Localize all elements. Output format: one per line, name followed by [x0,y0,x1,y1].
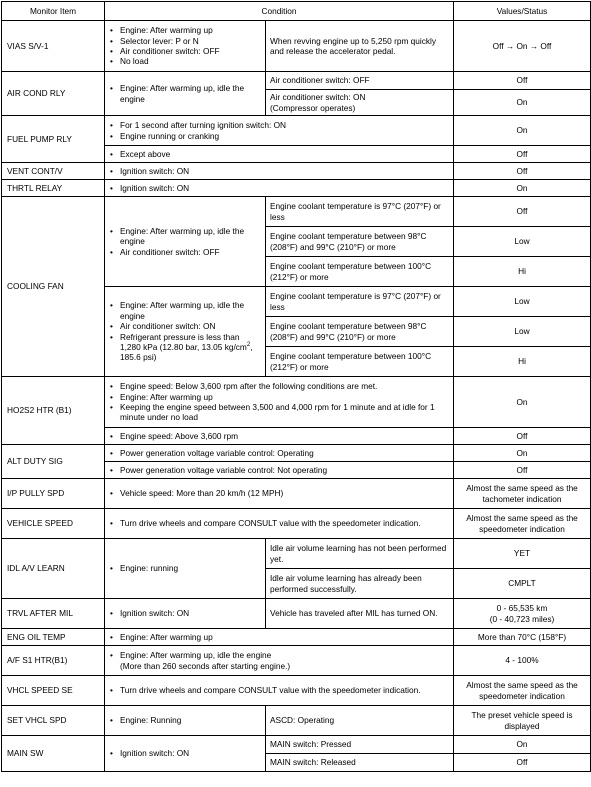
condition-cell [105,646,454,676]
value-line: (0 - 40,723 miles) [489,613,555,624]
value-status: On [454,377,591,428]
condition-cell [105,479,454,509]
condition-bullet: • Engine: After warming up [109,25,261,35]
value-status: YET [454,539,591,569]
condition-cell [105,428,454,445]
condition-bullet: • Ignition switch: ON [109,166,449,176]
value-status: On [454,180,591,197]
table-row [2,116,591,146]
value-status: Low [454,317,591,347]
condition-bullet: • No load [109,56,261,66]
sub-condition: MAIN switch: Pressed [266,736,454,754]
value-status: Hi [454,347,591,377]
condition-cell [105,599,266,629]
condition-cell [105,539,266,599]
sub-condition: MAIN switch: Released [266,754,454,772]
condition-bullet: • Turn drive wheels and compare CONSULT value with the speedometer indication. [109,518,449,528]
condition-cell [105,445,454,462]
sub-condition: Air conditioner switch: OFF [266,72,454,90]
condition-bullet: • Engine: After warming up, idle the engine [109,83,261,104]
condition-bullet: • Air conditioner switch: ON [109,321,261,331]
sub-condition: ASCD: Operating [266,706,454,736]
header-values-status: Values/Status [454,2,591,21]
monitor-table [1,1,591,772]
condition-bullet: • Keeping the engine speed between 3,500 and 4,000 rpm for 1 minute and at idle for 1 minute under no load [109,402,449,423]
value-status: Off [454,754,591,772]
value-line: 0 - 65,535 km [496,603,548,614]
condition-bullet [109,332,261,363]
value-status: Almost the same speed as the tachometer indication [454,479,591,509]
sub-condition: Engine coolant temperature between 98°C (208°F) and 99°C (210°F) or more [266,227,454,257]
monitor-item: COOLING FAN [2,197,105,377]
sub-condition: Engine coolant temperature between 98°C (208°F) and 99°C (210°F) or more [266,317,454,347]
table-row [2,599,591,629]
sub-condition: Engine coolant temperature between 100°C (212°F) or more [266,257,454,287]
condition-cell [105,163,454,180]
condition-bullet: • Ignition switch: ON [109,748,261,758]
sub-condition-line: (Compressor operates) [270,102,356,113]
table-row [2,479,591,509]
condition-cell [105,509,454,539]
condition-cell [105,21,266,72]
monitor-item: VIAS S/V-1 [2,21,105,72]
condition-cell [105,287,266,377]
value-status: Off [454,197,591,227]
condition-cell [105,197,266,287]
sub-condition: Engine coolant temperature between 100°C (212°F) or more [266,347,454,377]
table-row [2,72,591,90]
value-status: More than 70°C (158°F) [454,629,591,646]
value-status: Off → On → Off [454,21,591,72]
condition-cell [105,629,454,646]
monitor-item: HO2S2 HTR (B1) [2,377,105,445]
table-row [2,646,591,676]
sub-condition: Idle air volume learning has already been performed successfully. [266,569,454,599]
condition-cell [105,180,454,197]
sub-condition-line: Air conditioner switch: ON [270,92,366,103]
condition-cell [105,462,454,479]
monitor-item: FUEL PUMP RLY [2,116,105,163]
monitor-item: ALT DUTY SIG [2,445,105,479]
monitor-item: SET VHCL SPD [2,706,105,736]
condition-bullet: • Engine: After warming up [109,392,449,402]
condition-cell [105,146,454,163]
condition-text: (More than 260 seconds after starting engine.) [120,660,291,671]
table-row [2,629,591,646]
monitor-item: THRTL RELAY [2,180,105,197]
sub-condition: Engine coolant temperature is 97°C (207°F) or less [266,197,454,227]
value-status: Off [454,163,591,180]
monitor-item: TRVL AFTER MIL [2,599,105,629]
value-status: Almost the same speed as the speedometer indication [454,509,591,539]
table-row [2,509,591,539]
monitor-item: ENG OIL TEMP [2,629,105,646]
monitor-item: VHCL SPEED SE [2,676,105,706]
value-status: On [454,445,591,462]
sub-condition: Vehicle has traveled after MIL has turned ON. [266,599,454,629]
condition-bullet: • Engine: After warming up, idle the engine [109,300,261,321]
table-row [2,676,591,706]
table-row [2,21,591,72]
value-status: On [454,116,591,146]
condition-cell [105,377,454,428]
value-status: Off [454,146,591,163]
value-status: Hi [454,257,591,287]
value-status: The preset vehicle speed is displayed [454,706,591,736]
condition-bullet: • Power generation voltage variable control: Operating [109,448,449,458]
condition-text: Refrigerant pressure is less than 1,280 kPa (12.80 bar, 13.05 kg/ [120,331,240,352]
condition-bullet: • Engine running or cranking [109,131,449,141]
value-status: Low [454,227,591,257]
table-row [2,163,591,180]
condition-bullet: • Vehicle speed: More than 20 km/h (12 MPH) [109,488,449,498]
condition-bullet: • Engine: running [109,563,261,573]
condition-bullet: • Engine: After warming up, idle the engine [109,226,261,247]
condition-bullet: • Power generation voltage variable control: Not operating [109,465,449,475]
condition-cell [105,706,266,736]
condition-superscript: 2 [246,342,251,349]
table-row [2,445,591,462]
table-row [2,180,591,197]
condition-bullet: • Engine: After warming up [109,632,449,642]
condition-bullet: • Engine speed: Below 3,600 rpm after the following conditions are met. [109,381,449,391]
table-row [2,539,591,569]
condition-cell [105,72,266,116]
value-status: Off [454,428,591,445]
sub-condition: Idle air volume learning has not been performed yet. [266,539,454,569]
condition-bullet: • Air conditioner switch: OFF [109,247,261,257]
condition-bullet: • Turn drive wheels and compare CONSULT value with the speedometer indication. [109,685,449,695]
table-row [2,706,591,736]
condition-bullet: • Ignition switch: ON [109,608,261,618]
header-row [2,2,591,21]
sub-condition [266,90,454,116]
monitor-item: IDL A/V LEARN [2,539,105,599]
condition-cell [105,736,266,772]
value-status: Low [454,287,591,317]
table-row [2,377,591,428]
sub-condition: When revving engine up to 5,250 rpm quickly and release the accelerator pedal. [266,21,454,72]
monitor-item: VENT CONT/V [2,163,105,180]
header-condition: Condition [105,2,454,21]
value-status [454,599,591,629]
condition-bullet [109,650,449,671]
monitor-item: MAIN SW [2,736,105,772]
monitor-item: VEHICLE SPEED [2,509,105,539]
value-status: 4 - 100% [454,646,591,676]
condition-bullet: • Air conditioner switch: OFF [109,46,261,56]
header-monitor-item: Monitor Item [2,2,105,21]
condition-bullet: • Engine: Running [109,715,261,725]
table-row [2,197,591,227]
value-status: On [454,736,591,754]
monitor-item: I/P PULLY SPD [2,479,105,509]
table-row [2,736,591,754]
condition-cell [105,116,454,146]
condition-bullet: • Engine speed: Above 3,600 rpm [109,431,449,441]
condition-bullet: • Selector lever: P or N [109,36,261,46]
monitor-item: AIR COND RLY [2,72,105,116]
sub-condition: Engine coolant temperature is 97°C (207°F) or less [266,287,454,317]
monitor-item: A/F S1 HTR(B1) [2,646,105,676]
value-status: Almost the same speed as the speedometer indication [454,676,591,706]
condition-bullet: • Ignition switch: ON [109,183,449,193]
value-status: Off [454,72,591,90]
value-status: CMPLT [454,569,591,599]
condition-text: , 185.6 psi) [120,341,253,363]
value-status: Off [454,462,591,479]
value-status: On [454,90,591,116]
condition-unit: cm [235,341,247,352]
condition-bullet: • Except above [109,149,449,159]
condition-text: • Engine: After warming up, idle the engine [120,650,272,661]
condition-cell [105,676,454,706]
condition-bullet: • For 1 second after turning ignition switch: ON [109,120,449,130]
